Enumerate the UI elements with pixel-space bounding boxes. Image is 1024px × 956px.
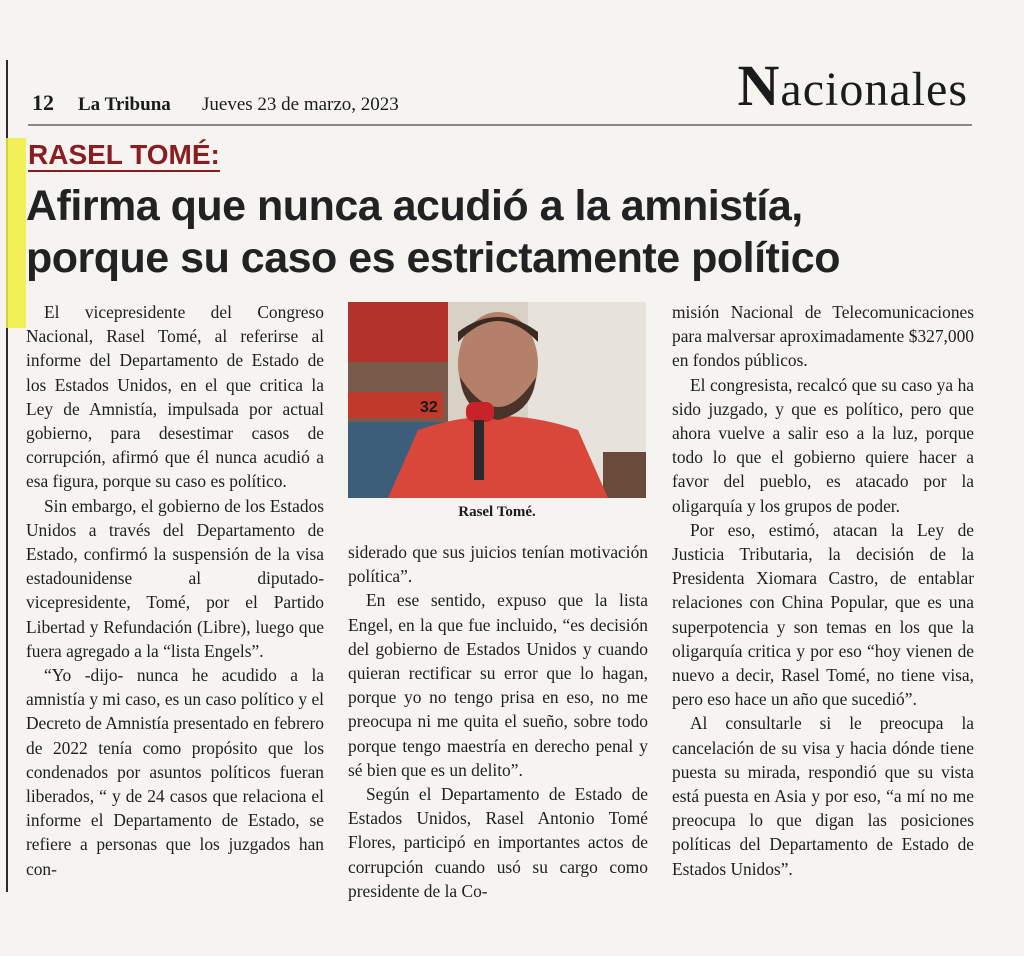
banner-number: 32: [420, 399, 438, 416]
photo-caption: Rasel Tomé.: [458, 504, 536, 520]
highlighter-mark: [6, 138, 26, 328]
paragraph: El vicepresidente del Congreso Nacional, Rasel Tomé, al referirse al informe del Departamento de Estado de los Estados Unidos, en el que critica la Ley de Amnistía, impulsada por actual gobierno, para desestimar casos de corrupción, afirmó que él nunca acudió a esa figura, porque su caso es político.: [26, 302, 324, 492]
issue-date: Jueves 23 de marzo, 2023: [202, 94, 399, 115]
article-column-3: [672, 300, 974, 881]
article-photo: [348, 302, 646, 498]
paragraph: En ese sentido, expuso que la lista Engel, en la que fue incluido, “es decisión del gobierno de Estados Unidos y cuando quieran rectificar su error que lo hagan, porque yo no tengo prisa en eso, no me preocupa ni me quita el sueño, sobre todo porque tengo maestría en derecho penal y sé bien que es un delito”.: [348, 590, 648, 780]
paragraph: siderado que sus juicios tenían motivación política”.: [348, 542, 648, 587]
headline-line-1: Afirma que nunca acudió a la amnistía,: [26, 182, 803, 230]
headline-line-2: porque su caso es estrictamente político: [26, 234, 840, 282]
header-divider: [28, 124, 972, 126]
section-title-initial: N: [737, 53, 781, 118]
photo-illustration: [348, 302, 646, 498]
paragraph: El congresista, recalcó que su caso ya ha sido juzgado, y que es político, pero que ahora vuelve a salir eso a la luz, porque todo lo que el gobierno quiere hacer a favor del pueblo, es atacado por la oligarquía y los grupos de poder.: [672, 374, 974, 516]
article-headline: [26, 180, 986, 284]
article-column-1: [26, 300, 324, 881]
paragraph: Por eso, estimó, atacan la Ley de Justicia Tributaria, la decisión de la Presidenta Xiomara Castro, de entablar relaciones con China Popular, que es una superpotencia y son temas en los que la oligarquía critica y por eso “hoy vienen de nuevo a decir, Rasel Tomé, no tiene visa, pero eso hace un año que sucedió”.: [672, 519, 974, 710]
article-kicker: RASEL TOMÉ:: [28, 139, 220, 170]
paragraph: “Yo -dijo- nunca he acudido a la amnistía y mi caso, es un caso político y el Decreto de Amnistía presentado en febrero de 2022 tenía como propósito que los condenados por asuntos políticos fueran liberados, “ y de 24 casos que relaciona el informe el Departamento de Estado, se refiere a personas que los juzgados han con-: [26, 665, 324, 879]
section-title-rest: acionales: [780, 63, 968, 116]
article-column-2: [348, 540, 648, 903]
page-header: [22, 53, 972, 126]
paragraph: Según el Departamento de Estado de Estados Unidos, Rasel Antonio Tomé Flores, participó en importantes actos de corrupción cuando usó su cargo como presidente de la Co-: [348, 784, 648, 901]
page-number: 12: [32, 90, 54, 115]
newspaper-name: La Tribuna: [78, 94, 171, 115]
paragraph: Sin embargo, el gobierno de los Estados Unidos a través del Departamento de Estado, confirmó la suspensión de la visa estadounidense al diputado-vicepresidente, Tomé, por el Partido Libertad y Refundación (Libre), luego que fuera agregado a la “lista Engels”.: [26, 495, 324, 661]
paragraph: misión Nacional de Telecomunicaciones para malversar aproximadamente $327,000 en fondos públicos.: [672, 302, 974, 371]
paragraph: Al consultarle si le preocupa la cancelación de su visa y hacia dónde tiene puesta su mirada, respondió que su vista está puesta en Asia y por eso, “a mí no me preocupa lo que digan las posiciones políticas del Departamento de Estado de Estados Unidos”.: [672, 713, 974, 879]
section-title: [738, 52, 968, 119]
